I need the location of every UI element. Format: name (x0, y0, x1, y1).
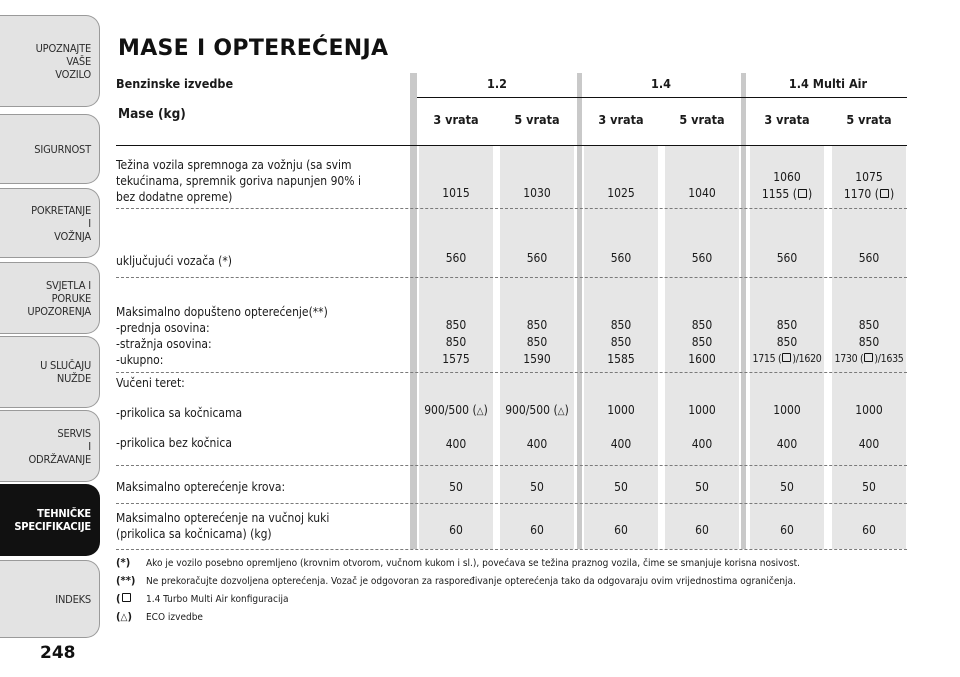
cell-incl-driver: 560 (610, 251, 632, 265)
doors-header: 3 vrata (433, 112, 479, 127)
page-number: 248 (40, 643, 76, 663)
header-rule (116, 145, 907, 146)
square-symbol-icon (864, 353, 873, 362)
doors-header: 3 vrata (598, 112, 644, 127)
triangle-symbol-icon: △ (120, 612, 128, 623)
footnote-text: Ako je vozilo posebno opremljeno (krovnim otvorom, vučnom kukom i sl.), povećava se težina praznog vozila, čime se smanjuje korisna nosivost. (146, 558, 801, 569)
cell-incl-driver: 560 (526, 251, 548, 265)
square-symbol-icon (880, 189, 889, 198)
cell-total: 1600 (688, 352, 716, 366)
cell-curb-weight-alt: 1155 ( ) (761, 187, 813, 201)
cell-rear-axle: 850 (776, 335, 798, 349)
header-rule (417, 97, 907, 98)
chapter-tab[interactable] (0, 484, 100, 556)
page-title: MASE I OPTEREĆENJA (118, 36, 389, 61)
doors-header: 5 vrata (679, 112, 725, 127)
cell-incl-driver: 560 (776, 251, 798, 265)
footnote-text: 1.4 Turbo Multi Air konfiguracija (146, 594, 289, 605)
cell-rear-axle: 850 (445, 335, 467, 349)
cell-incl-driver: 560 (445, 251, 467, 265)
cell-incl-driver: 560 (691, 251, 713, 265)
footnote-text: ECO izvedbe (146, 612, 203, 623)
cell-towbar-load: 60 (780, 523, 794, 537)
engine-header: 1.4 (651, 76, 671, 91)
footnote-symbol: ( (116, 592, 132, 605)
cell-curb-weight: 1075 (855, 170, 883, 184)
triangle-symbol-icon: △ (557, 406, 565, 417)
row-label-max-load: -stražnja osovina: (116, 337, 212, 351)
cell-curb-weight-alt: 1170 ( ) (843, 187, 895, 201)
row-separator (116, 208, 907, 209)
cell-roof-load: 50 (449, 480, 463, 494)
cell-towbar-load: 60 (695, 523, 709, 537)
square-symbol-icon (798, 189, 807, 198)
square-symbol-icon (122, 593, 131, 602)
cell-total: 1730 ( )/1635 (834, 353, 904, 365)
chapter-tab-label: UPOZORENJA (27, 304, 91, 318)
doors-header: 5 vrata (846, 112, 892, 127)
cell-towbar-load: 60 (530, 523, 544, 537)
cell-trailer-brakes: 900/500 (△) (493, 402, 581, 420)
row-label-incl-driver: uključujući vozača (*) (116, 254, 232, 268)
row-separator (116, 465, 907, 466)
cell-curb-weight: 1040 (688, 186, 716, 200)
mass-label: Mase (kg) (118, 106, 186, 122)
chapter-tab[interactable] (0, 114, 100, 184)
footnote-text: Ne prekoračujte dozvoljena opterećenja. Vozač je odgovoran za raspoređivanje opterećenja tako da odgovaraju ovim vrijednostima ograničenja. (146, 576, 796, 587)
cell-front-axle: 850 (526, 318, 548, 332)
cell-rear-axle: 850 (610, 335, 632, 349)
cell-total: 1715 ( )/1620 (752, 353, 822, 365)
chapter-tab[interactable] (0, 262, 100, 334)
engine-header: 1.2 (487, 76, 507, 91)
cell-total: 1590 (523, 352, 551, 366)
chapter-tab-label: SPECIFIKACIJE (14, 520, 91, 533)
cell-trailer-brakes: 1000 (773, 403, 801, 417)
chapter-tab-label: UPOZNAJTE (35, 41, 91, 55)
chapter-tab-label: INDEKS (55, 592, 91, 606)
cell-roof-load: 50 (614, 480, 628, 494)
cell-curb-weight: 1015 (442, 186, 470, 200)
row-label-max-load: Maksimalno dopušteno opterećenje(**) (116, 305, 328, 319)
cell-rear-axle: 850 (526, 335, 548, 349)
cell-roof-load: 50 (862, 480, 876, 494)
cell-front-axle: 850 (445, 318, 467, 332)
row-label-towbar: Maksimalno opterećenje na vučnoj kuki (116, 511, 330, 525)
cell-trailer-no-brakes: 400 (445, 437, 467, 451)
cell-towbar-load: 60 (862, 523, 876, 537)
cell-trailer-no-brakes: 400 (691, 437, 713, 451)
doors-header: 5 vrata (514, 112, 560, 127)
row-separator (116, 277, 907, 278)
chapter-tab[interactable] (0, 336, 100, 408)
chapter-tab-label: TEHNIČKE (37, 507, 91, 520)
cell-trailer-brakes: 1000 (688, 403, 716, 417)
row-label-curb-weight: Težina vozila spremnoga za vožnju (sa svim (116, 158, 352, 172)
chapter-tab[interactable] (0, 188, 100, 258)
cell-roof-load: 50 (780, 480, 794, 494)
cell-trailer-brakes: 900/500 (△) (412, 402, 500, 420)
cell-trailer-no-brakes: 400 (776, 437, 798, 451)
doors-header: 3 vrata (764, 112, 810, 127)
cell-roof-load: 50 (530, 480, 544, 494)
cell-curb-weight: 1025 (607, 186, 635, 200)
chapter-tab[interactable] (0, 410, 100, 482)
cell-curb-weight: 1060 (773, 170, 801, 184)
chapter-tab-label: I (88, 216, 91, 230)
cell-rear-axle: 850 (691, 335, 713, 349)
row-label-roof: Maksimalno opterećenje krova: (116, 480, 286, 494)
cell-trailer-no-brakes: 400 (610, 437, 632, 451)
chapter-tab-label: VOZILO (55, 67, 91, 81)
cell-trailer-brakes: 1000 (855, 403, 883, 417)
chapter-tab-label: U SLUČAJU (40, 359, 91, 372)
cell-total: 1585 (607, 352, 635, 366)
row-label-trailer-no-brakes: -prikolica bez kočnica (116, 436, 232, 450)
cell-roof-load: 50 (695, 480, 709, 494)
engine-header: 1.4 Multi Air (788, 76, 868, 91)
cell-towbar-load: 60 (449, 523, 463, 537)
cell-total: 1575 (442, 352, 470, 366)
cell-incl-driver: 560 (858, 251, 880, 265)
cell-front-axle: 850 (691, 318, 713, 332)
square-symbol-icon (782, 353, 791, 362)
triangle-symbol-icon: △ (476, 406, 484, 417)
row-separator (116, 503, 907, 504)
chapter-tab-label: POKRETANJE (31, 203, 91, 217)
row-label-towbar: (prikolica sa kočnicama) (kg) (116, 527, 272, 541)
chapter-tab[interactable] (0, 15, 100, 107)
chapter-tab-label: SIGURNOST (34, 142, 91, 156)
footnote-symbol: (*) (116, 556, 131, 569)
chapter-tab-label: VAŠE (66, 54, 91, 68)
row-label-max-load: -ukupno: (116, 353, 164, 367)
cell-curb-weight: 1030 (523, 186, 551, 200)
row-label-towed: Vučeni teret: (116, 376, 185, 390)
row-separator (116, 372, 907, 373)
chapter-tab-label: PORUKE (51, 291, 91, 305)
cell-trailer-brakes: 1000 (607, 403, 635, 417)
footnote-symbol: (**) (116, 574, 136, 587)
chapter-tab-label: ODRŽAVANJE (28, 452, 91, 466)
row-label-max-load: -prednja osovina: (116, 321, 210, 335)
cell-rear-axle: 850 (858, 335, 880, 349)
chapter-tab-label: SVJETLA I (45, 278, 91, 292)
row-label-curb-weight: bez dodatne opreme) (116, 190, 233, 204)
cell-trailer-no-brakes: 400 (858, 437, 880, 451)
chapter-tab-label: I (88, 439, 91, 453)
cell-front-axle: 850 (776, 318, 798, 332)
footnote-symbol: (△) (116, 610, 132, 623)
table-bottom-rule (116, 549, 907, 550)
cell-front-axle: 850 (610, 318, 632, 332)
row-label-curb-weight: tekućinama, spremnik goriva napunjen 90% i (116, 174, 361, 188)
chapter-tab[interactable] (0, 560, 100, 638)
chapter-tab-label: SERVIS (57, 426, 91, 440)
row-label-trailer-brakes: -prikolica sa kočnicama (116, 406, 243, 420)
chapter-tab-label: VOŽNJA (54, 229, 91, 243)
section-label: Benzinske izvedbe (116, 76, 234, 91)
cell-trailer-no-brakes: 400 (526, 437, 548, 451)
cell-towbar-load: 60 (614, 523, 628, 537)
cell-front-axle: 850 (858, 318, 880, 332)
chapter-tab-label: NUŽDE (56, 372, 91, 385)
